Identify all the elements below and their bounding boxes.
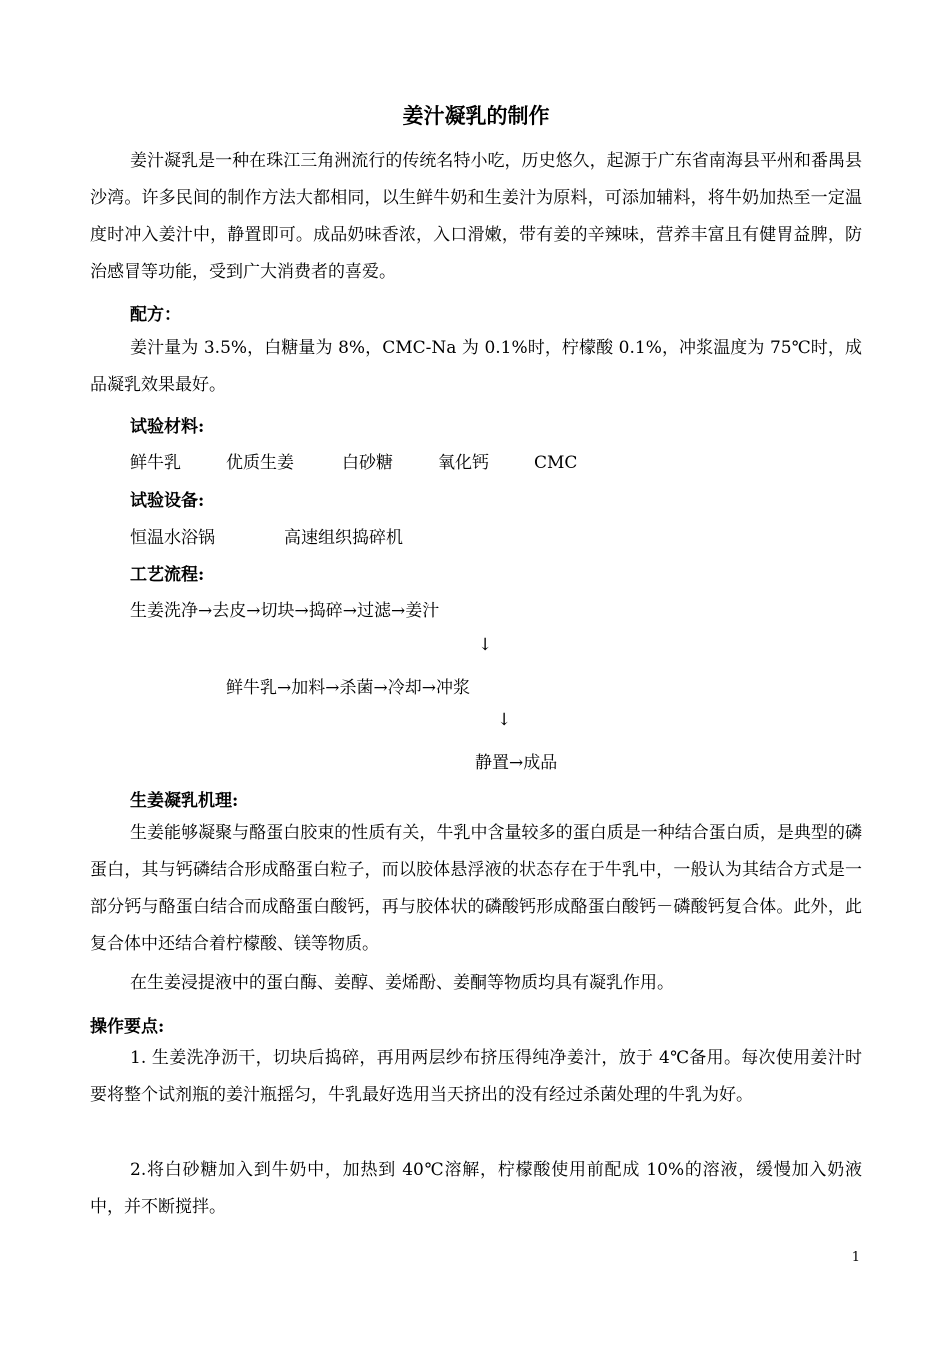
process-line-2: 鲜牛乳→加料→杀菌→冷却→冲浆 bbox=[226, 678, 470, 698]
material-item: 鲜牛乳 bbox=[130, 453, 181, 473]
material-item: 氧化钙 bbox=[438, 453, 489, 473]
operation-step-1: 1. 生姜洗净沥干，切块后捣碎，再用两层纱布挤压得纯净姜汁，放于 4℃备用。每次使用姜汁时要将整个试剂瓶的姜汁瓶摇匀，牛乳最好选用当天挤出的没有经过杀菌处理的牛乳为好。 bbox=[90, 1048, 862, 1105]
equipment-list bbox=[130, 523, 403, 548]
process-line-1: 生姜洗净→去皮→切块→捣碎→过滤→姜汁 bbox=[130, 601, 440, 621]
page-number: 1 bbox=[851, 1250, 860, 1265]
mechanism-paragraph-2: 在生姜浸提液中的蛋白酶、姜醇、姜烯酚、姜酮等物质均具有凝乳作用。 bbox=[130, 973, 674, 993]
equipment-heading: 试验设备: bbox=[130, 491, 205, 511]
intro-paragraph: 姜汁凝乳是一种在珠江三角洲流行的传统名特小吃，历史悠久，起源于广东省南海县平州和番禺县沙湾。许多民间的制作方法大都相同，以生鲜牛奶和生姜汁为原料，可添加辅料，将牛奶加热至一定温度时冲入姜汁中，静置即可。成品奶味香浓，入口滑嫩，带有姜的辛辣味，营养丰富且有健胃益脾，防治感冒等功能，受到广大消费者的喜爱。 bbox=[90, 151, 862, 282]
operation-heading: 操作要点: bbox=[90, 1017, 165, 1037]
formula-heading: 配方： bbox=[130, 305, 181, 325]
process-arrow-down-icon: ↓ bbox=[478, 635, 493, 655]
material-item: CMC bbox=[534, 453, 578, 473]
material-item: 优质生姜 bbox=[226, 453, 294, 473]
process-heading: 工艺流程: bbox=[130, 565, 205, 585]
mechanism-heading: 生姜凝乳机理: bbox=[130, 791, 239, 811]
mechanism-paragraph-1: 生姜能够凝聚与酪蛋白胶束的性质有关，牛乳中含量较多的蛋白质是一种结合蛋白质，是典型的磷蛋白，其与钙磷结合形成酪蛋白粒子，而以胶体悬浮液的状态存在于牛乳中，一般认为其结合方式是一部分钙与酪蛋白结合而成酪蛋白酸钙，再与胶体状的磷酸钙形成酪蛋白酸钙－磷酸钙复合体。此外，此复合体中还结合着柠檬酸、镁等物质。 bbox=[90, 823, 862, 954]
equipment-item: 恒温水浴锅 bbox=[130, 528, 215, 548]
materials-list bbox=[130, 448, 577, 473]
document-title: 姜汁凝乳的制作 bbox=[402, 103, 550, 128]
materials-heading: 试验材料: bbox=[130, 417, 205, 437]
process-arrow-down-icon: ↓ bbox=[497, 710, 512, 730]
equipment-item: 高速组织捣碎机 bbox=[284, 528, 403, 548]
process-line-3: 静置→成品 bbox=[475, 753, 558, 773]
operation-step-2: 2.将白砂糖加入到牛奶中，加热到 40℃溶解，柠檬酸使用前配成 10%的溶液，缓慢加入奶液中，并不断搅拌。 bbox=[90, 1160, 862, 1217]
formula-text: 姜汁量为 3.5%，白糖量为 8%，CMC-Na 为 0.1%时，柠檬酸 0.1%，冲浆温度为 75℃时，成品凝乳效果最好。 bbox=[90, 338, 862, 395]
material-item: 白砂糖 bbox=[342, 453, 393, 473]
